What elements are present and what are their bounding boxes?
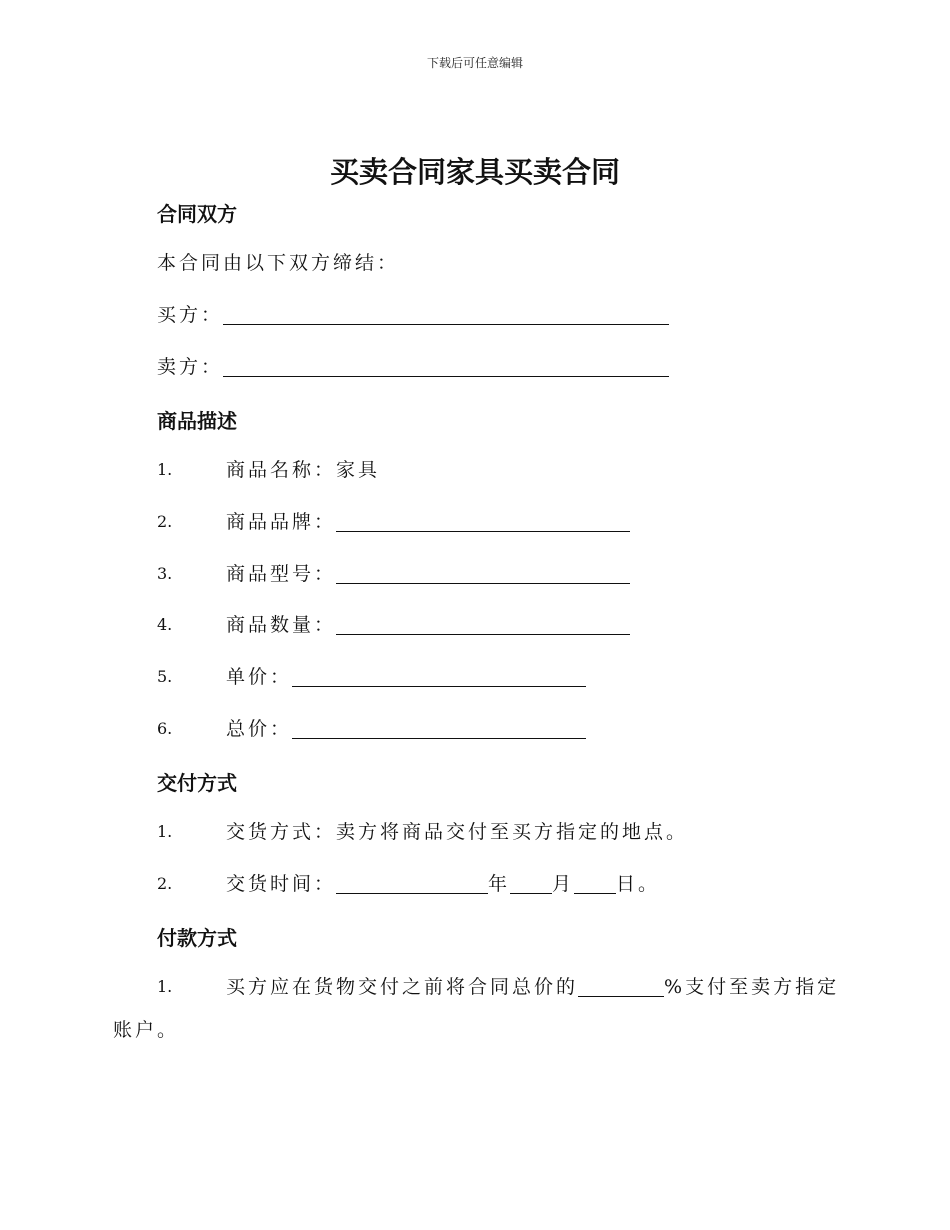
goods-model-label: 商品型号： <box>226 563 337 585</box>
seller-label: 卖方： <box>157 356 224 378</box>
goods-item-number: 1. <box>157 460 173 479</box>
buyer-label: 买方： <box>157 304 224 326</box>
seller-blank-field[interactable] <box>223 356 669 377</box>
goods-quantity-label: 商品数量： <box>226 614 337 636</box>
goods-model-blank-field[interactable] <box>336 563 630 584</box>
goods-quantity-blank-field[interactable] <box>336 614 630 635</box>
section-heading-payment: 付款方式 <box>157 926 237 950</box>
payment-term <box>226 974 839 1000</box>
section-heading-goods: 商品描述 <box>157 409 237 433</box>
payment-term-continuation: 账户。 <box>113 1019 180 1041</box>
seller-line <box>157 354 669 380</box>
goods-item-number: 2. <box>157 512 173 531</box>
goods-unit-price-label: 单价： <box>226 666 293 688</box>
section-heading-parties: 合同双方 <box>157 202 237 226</box>
section-heading-delivery: 交付方式 <box>157 771 237 795</box>
delivery-item-number: 2. <box>157 874 173 893</box>
goods-brand-label: 商品品牌： <box>226 511 337 533</box>
goods-brand-blank-field[interactable] <box>336 511 630 532</box>
header-note: 下载后可任意编辑 <box>426 56 523 70</box>
goods-item-number: 5. <box>157 667 173 686</box>
delivery-method: 交货方式：卖方将商品交付至买方指定的地点。 <box>226 821 689 843</box>
goods-item-model <box>226 561 630 587</box>
goods-name-value: 家具 <box>336 459 381 481</box>
goods-name-label: 商品名称： <box>226 459 337 481</box>
goods-item-unit-price <box>226 664 586 690</box>
goods-total-price-blank-field[interactable] <box>292 718 586 739</box>
delivery-time-label: 交货时间： <box>226 873 337 895</box>
goods-item-brand <box>226 509 630 535</box>
payment-term-text-before: 买方应在货物交付之前将合同总价的 <box>226 976 579 998</box>
buyer-line <box>157 302 669 328</box>
goods-item-quantity <box>226 612 630 638</box>
goods-item-total-price <box>226 716 586 742</box>
payment-percent-blank-field[interactable] <box>578 976 664 997</box>
delivery-item-number: 1. <box>157 822 173 841</box>
delivery-day-blank-field[interactable] <box>574 873 616 894</box>
goods-item-number: 6. <box>157 719 173 738</box>
payment-term-text-after: %支付至卖方指定 <box>664 976 840 998</box>
goods-unit-price-blank-field[interactable] <box>292 666 586 687</box>
delivery-year-blank-field[interactable] <box>336 873 488 894</box>
parties-intro: 本合同由以下双方缔结： <box>157 252 400 274</box>
delivery-time <box>226 871 660 897</box>
goods-total-price-label: 总价： <box>226 718 293 740</box>
goods-item-number: 4. <box>157 615 173 634</box>
goods-item-name <box>226 457 380 483</box>
delivery-month-label: 月 <box>552 873 575 895</box>
delivery-day-label: 日。 <box>616 873 661 895</box>
buyer-blank-field[interactable] <box>223 304 669 325</box>
delivery-year-label: 年 <box>488 873 511 895</box>
document-title: 买卖合同家具买卖合同 <box>329 155 620 189</box>
delivery-month-blank-field[interactable] <box>510 873 552 894</box>
goods-item-number: 3. <box>157 564 173 583</box>
payment-item-number: 1. <box>157 977 173 996</box>
